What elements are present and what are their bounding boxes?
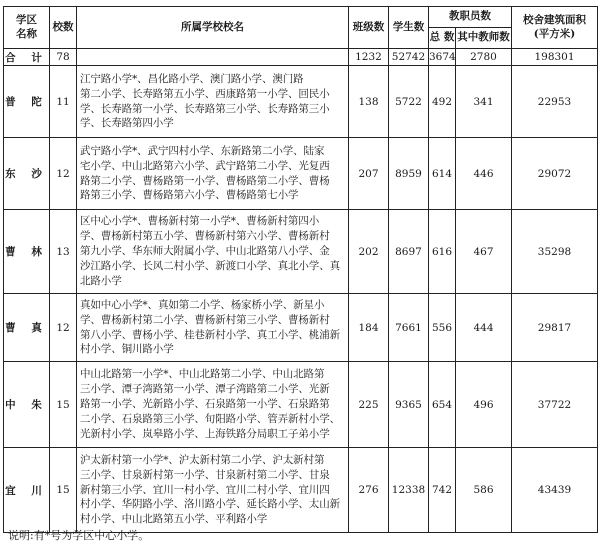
district-area: 37722 <box>512 362 598 448</box>
school-names-line: 二小学、石泉路第三小学、旬阳路小学、管弄新村小学、 <box>80 412 340 425</box>
district-row <box>4 210 598 294</box>
school-names-line: 三小学、甘泉新村第一小学、甘泉新村第二小学、甘泉 <box>80 468 330 481</box>
school-names-line: 村小学、中山北路第五小学、平利路小学 <box>80 513 268 526</box>
district-class-count: 225 <box>349 362 389 448</box>
district-student-count: 9365 <box>389 362 429 448</box>
district-class-count: 207 <box>349 138 389 210</box>
header-area-line1: 校舍建筑面积 <box>523 14 586 27</box>
district-staff-teachers: 446 <box>456 138 512 210</box>
district-staff-total: 614 <box>429 138 456 210</box>
school-names-line: 武宁路小学*、武宁四村小学、东新路第二小学、陆家 <box>80 144 325 157</box>
district-staff-total: 654 <box>429 362 456 448</box>
school-names-line: 路第二小学、曹杨路第一小学、曹杨路第二小学、曹杨 <box>80 174 330 187</box>
district-school-names <box>77 362 349 448</box>
district-student-count: 5722 <box>389 66 429 138</box>
district-school-count: 12 <box>50 138 77 210</box>
district-row <box>4 66 598 138</box>
district-class-count: 276 <box>349 448 389 533</box>
school-names-line: 学、曹杨新村第二小学、曹杨新村第三小学、曹杨新村 <box>80 313 330 326</box>
header-district-line1: 学区 <box>16 14 37 27</box>
district-name: 曹 林 <box>4 210 50 294</box>
school-names-line: 学、曹杨新村第五小学、曹杨新村第六小学、曹杨新村 <box>80 230 330 243</box>
district-school-count: 11 <box>50 66 77 138</box>
district-school-count: 13 <box>50 210 77 294</box>
header-student-count: 学生数 <box>389 7 429 49</box>
header-row <box>4 7 598 28</box>
school-names-line: 路第三小学、曹杨路第六小学、曹杨路第七小学 <box>80 189 299 202</box>
district-student-count: 12338 <box>389 448 429 533</box>
district-area: 29817 <box>512 294 598 362</box>
district-area: 35298 <box>512 210 598 294</box>
district-school-names <box>77 294 349 362</box>
header-district <box>4 7 50 49</box>
school-names-line: 中山北路第一小学*、中山北路第二小学、中山北路第 <box>80 368 325 381</box>
district-area: 22953 <box>512 66 598 138</box>
district-student-count: 7661 <box>389 294 429 362</box>
school-names-line: 区中心小学*、曹杨新村第一小学*、曹杨新村第四小 <box>80 215 320 228</box>
header-class-count: 班级数 <box>349 7 389 49</box>
school-names-line: 江宁路小学*、昌化路小学、澳门路小学、澳门路 <box>80 72 304 85</box>
district-student-count: 8959 <box>389 138 429 210</box>
district-school-names <box>77 210 349 294</box>
total-label: 合 计 <box>4 49 50 66</box>
district-name: 普 陀 <box>4 66 50 138</box>
district-name: 曹 真 <box>4 294 50 362</box>
district-name: 中 朱 <box>4 362 50 448</box>
total-staff-teachers: 2780 <box>456 49 512 66</box>
school-names-line: 沪太新村第一小学*、沪太新村第二小学、沪太新村第 <box>80 453 325 466</box>
district-row <box>4 138 598 210</box>
header-staff: 教职员数 <box>429 7 512 28</box>
total-student-count: 52742 <box>389 49 429 66</box>
school-names-line: 三小学、潭子湾路第一小学、潭子湾路第二小学、光新 <box>80 383 330 396</box>
district-school-names <box>77 66 349 138</box>
header-district-line2: 名称 <box>16 27 37 40</box>
district-row <box>4 448 598 533</box>
district-school-count: 15 <box>50 448 77 533</box>
school-names-line: 北路小学 <box>80 274 122 287</box>
district-area: 29072 <box>512 138 598 210</box>
school-names-line: 村小学、华阴路小学、洛川路小学、延长路小学、太山新 <box>80 498 340 511</box>
header-school-count: 校数 <box>50 7 77 49</box>
school-names-line: 学、长寿路第四小学 <box>80 117 174 130</box>
school-names-line: 第八小学、曹杨小学、桂巷新村小学、真工小学、桃浦新 <box>80 328 340 341</box>
district-row <box>4 362 598 448</box>
header-area-line2: (平方米) <box>533 27 576 40</box>
school-names-line: 学、长寿路第一小学、长寿路第三小学、长寿路第三小 <box>80 102 330 115</box>
district-rows <box>4 66 598 533</box>
district-school-names <box>77 138 349 210</box>
district-class-count: 184 <box>349 294 389 362</box>
school-names-line: 真如中心小学*、真如第二小学、杨家桥小学、新星小 <box>80 298 325 311</box>
district-school-count: 15 <box>50 362 77 448</box>
district-staff-total: 492 <box>429 66 456 138</box>
school-district-table <box>3 6 598 533</box>
district-staff-total: 742 <box>429 448 456 533</box>
district-staff-teachers: 496 <box>456 362 512 448</box>
district-staff-teachers: 444 <box>456 294 512 362</box>
district-staff-total: 616 <box>429 210 456 294</box>
header-school-names: 所属学校校名 <box>77 7 349 49</box>
total-row <box>4 49 598 66</box>
header-area <box>512 7 598 49</box>
district-staff-total: 556 <box>429 294 456 362</box>
district-class-count: 138 <box>349 66 389 138</box>
total-school-count: 78 <box>50 49 77 66</box>
district-school-count: 12 <box>50 294 77 362</box>
district-school-names <box>77 448 349 533</box>
total-class-count: 1232 <box>349 49 389 66</box>
total-area: 198301 <box>512 49 598 66</box>
school-names-line: 路第一小学、光新路小学、石泉路第一小学、石泉路第 <box>80 398 330 411</box>
school-names-line: 新村第三小学、宜川一村小学、宜川二村小学、宜川四 <box>80 483 330 496</box>
school-names-line: 第二小学、长寿路第五小学、西康路第一小学、回民小 <box>80 87 330 100</box>
district-student-count: 8697 <box>389 210 429 294</box>
district-name: 东 沙 <box>4 138 50 210</box>
district-area: 43439 <box>512 448 598 533</box>
footnote: 说明:有*号为学区中心小学。 <box>8 529 150 542</box>
total-staff-total: 3674 <box>429 49 456 66</box>
header-staff-total: 总 数 <box>429 28 456 49</box>
total-names-empty <box>77 49 349 66</box>
school-names-line: 村小学、铜川路小学 <box>80 343 174 356</box>
district-staff-teachers: 467 <box>456 210 512 294</box>
district-class-count: 202 <box>349 210 389 294</box>
district-name: 宜 川 <box>4 448 50 533</box>
school-names-line: 沙江路小学、长风二村小学、新渡口小学、真北小学、真 <box>80 259 340 272</box>
district-row <box>4 294 598 362</box>
school-names-line: 第九小学、华东师大附属小学、中山北路第八小学、金 <box>80 245 330 258</box>
district-staff-teachers: 341 <box>456 66 512 138</box>
school-names-line: 光新村小学、岚皋路小学、上海铁路分局职工子弟小学 <box>80 427 330 440</box>
header-staff-teachers: 其中教师数 <box>456 28 512 49</box>
school-names-line: 宅小学、中山北路第六小学、武宁路第二小学、光复西 <box>80 159 330 172</box>
district-staff-teachers: 586 <box>456 448 512 533</box>
